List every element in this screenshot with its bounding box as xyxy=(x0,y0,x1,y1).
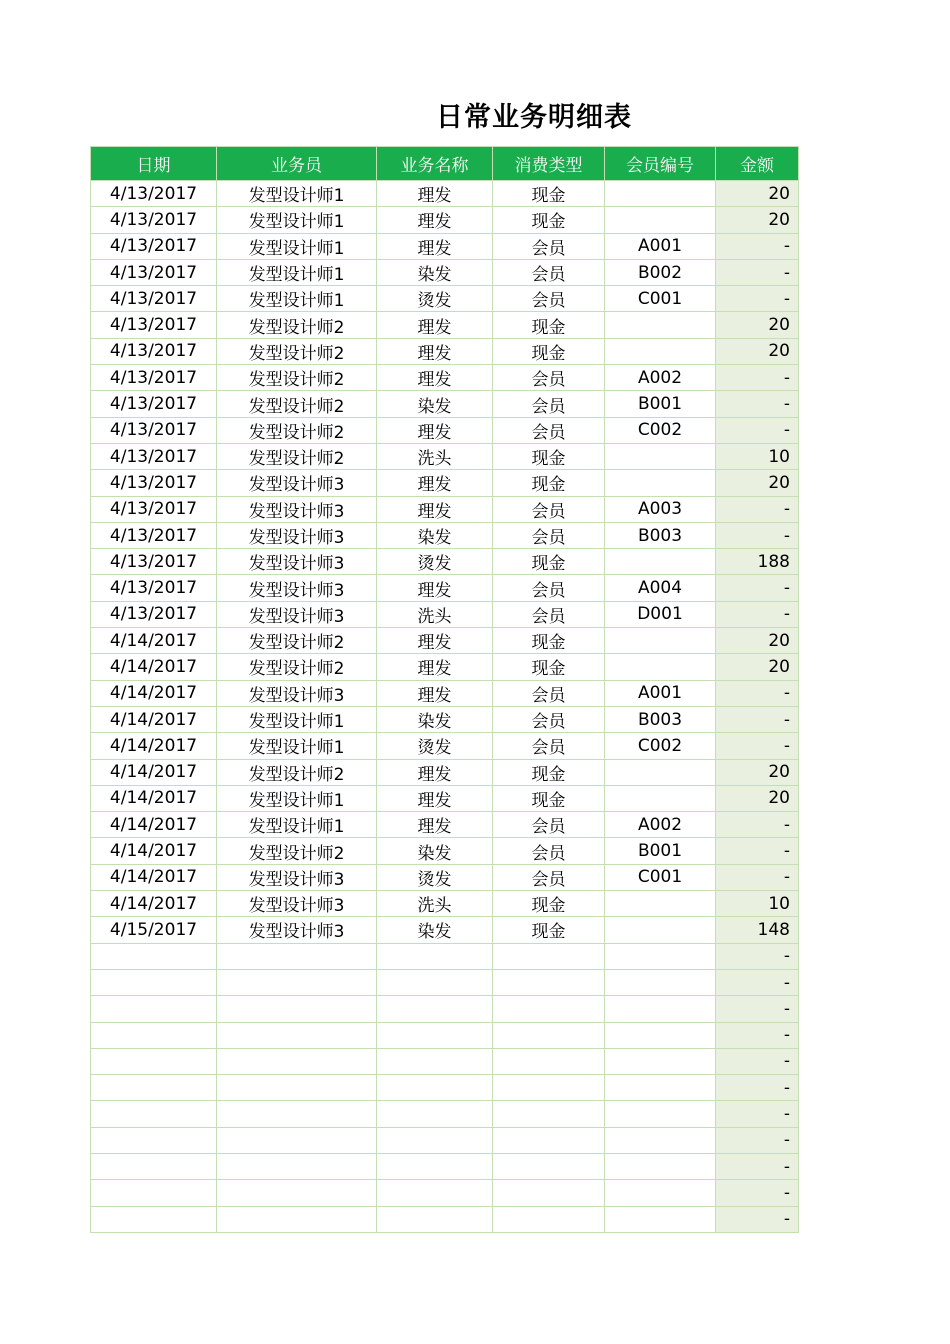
cell-date[interactable]: 4/14/2017 xyxy=(91,838,217,864)
cell-amount[interactable]: - xyxy=(716,996,799,1022)
table-row xyxy=(91,706,799,732)
cell-date[interactable]: 4/13/2017 xyxy=(91,391,217,417)
cell-amount[interactable]: - xyxy=(716,706,799,732)
cell-payment-type[interactable]: 会员 xyxy=(493,575,605,601)
table-row xyxy=(91,181,799,207)
cell-payment-type[interactable] xyxy=(493,969,605,995)
table-row xyxy=(91,996,799,1022)
cell-member-id[interactable]: B003 xyxy=(605,706,716,732)
cell-amount[interactable]: - xyxy=(716,1075,799,1101)
cell-amount[interactable]: - xyxy=(716,680,799,706)
cell-staff[interactable]: 发型设计师1 xyxy=(217,286,377,312)
table-row xyxy=(91,470,799,496)
cell-payment-type[interactable] xyxy=(493,1153,605,1179)
header-payment-type: 消费类型 xyxy=(493,147,605,181)
cell-amount[interactable]: - xyxy=(716,259,799,285)
table-row xyxy=(91,864,799,890)
cell-amount[interactable]: - xyxy=(716,1153,799,1179)
cell-staff[interactable]: 发型设计师1 xyxy=(217,259,377,285)
cell-staff[interactable]: 发型设计师2 xyxy=(217,759,377,785)
cell-service[interactable] xyxy=(377,1206,493,1232)
cell-staff[interactable]: 发型设计师1 xyxy=(217,785,377,811)
cell-service[interactable] xyxy=(377,1127,493,1153)
cell-payment-type[interactable]: 会员 xyxy=(493,365,605,391)
cell-date[interactable]: 4/13/2017 xyxy=(91,575,217,601)
cell-staff[interactable]: 发型设计师2 xyxy=(217,391,377,417)
cell-member-id[interactable]: B002 xyxy=(605,259,716,285)
cell-payment-type[interactable]: 会员 xyxy=(493,286,605,312)
cell-member-id[interactable] xyxy=(605,891,716,917)
cell-payment-type[interactable]: 现金 xyxy=(493,207,605,233)
table-body xyxy=(91,181,799,1233)
table-row xyxy=(91,917,799,943)
cell-payment-type[interactable]: 会员 xyxy=(493,706,605,732)
cell-amount[interactable]: - xyxy=(716,969,799,995)
cell-service[interactable] xyxy=(377,996,493,1022)
cell-service[interactable]: 染发 xyxy=(377,259,493,285)
cell-member-id[interactable]: B001 xyxy=(605,391,716,417)
cell-amount[interactable]: - xyxy=(716,286,799,312)
header-service: 业务名称 xyxy=(377,147,493,181)
cell-service[interactable]: 烫发 xyxy=(377,549,493,575)
header-staff: 业务员 xyxy=(217,147,377,181)
table-row xyxy=(91,1206,799,1232)
table-row xyxy=(91,628,799,654)
cell-amount[interactable]: 10 xyxy=(716,443,799,469)
header-date: 日期 xyxy=(91,147,217,181)
cell-amount[interactable]: 20 xyxy=(716,628,799,654)
table-row xyxy=(91,838,799,864)
cell-date[interactable]: 4/13/2017 xyxy=(91,365,217,391)
table-row xyxy=(91,1022,799,1048)
cell-payment-type[interactable]: 会员 xyxy=(493,680,605,706)
cell-amount[interactable]: 20 xyxy=(716,470,799,496)
cell-amount[interactable]: 20 xyxy=(716,785,799,811)
table-row xyxy=(91,496,799,522)
cell-amount[interactable]: - xyxy=(716,233,799,259)
cell-member-id[interactable]: A001 xyxy=(605,680,716,706)
cell-member-id[interactable]: C001 xyxy=(605,864,716,890)
cell-staff[interactable]: 发型设计师2 xyxy=(217,654,377,680)
table-row xyxy=(91,312,799,338)
cell-payment-type[interactable] xyxy=(493,943,605,969)
cell-member-id[interactable]: B003 xyxy=(605,522,716,548)
cell-staff[interactable]: 发型设计师2 xyxy=(217,417,377,443)
cell-member-id[interactable] xyxy=(605,470,716,496)
cell-payment-type[interactable]: 现金 xyxy=(493,891,605,917)
cell-member-id[interactable]: C002 xyxy=(605,733,716,759)
cell-staff[interactable]: 发型设计师3 xyxy=(217,470,377,496)
cell-payment-type[interactable] xyxy=(493,1206,605,1232)
cell-amount[interactable]: 20 xyxy=(716,207,799,233)
cell-amount[interactable]: - xyxy=(716,1048,799,1074)
cell-service[interactable]: 理发 xyxy=(377,680,493,706)
cell-date[interactable]: 4/14/2017 xyxy=(91,706,217,732)
cell-payment-type[interactable]: 会员 xyxy=(493,417,605,443)
cell-date[interactable]: 4/14/2017 xyxy=(91,891,217,917)
table-row xyxy=(91,1180,799,1206)
cell-staff[interactable]: 发型设计师1 xyxy=(217,181,377,207)
table-row xyxy=(91,1153,799,1179)
cell-payment-type[interactable] xyxy=(493,1075,605,1101)
cell-staff[interactable] xyxy=(217,1075,377,1101)
cell-staff[interactable] xyxy=(217,1048,377,1074)
cell-date[interactable]: 4/13/2017 xyxy=(91,181,217,207)
cell-member-id[interactable]: C001 xyxy=(605,286,716,312)
cell-service[interactable]: 理发 xyxy=(377,628,493,654)
cell-staff[interactable]: 发型设计师3 xyxy=(217,864,377,890)
cell-service[interactable]: 烫发 xyxy=(377,864,493,890)
cell-date[interactable]: 4/14/2017 xyxy=(91,628,217,654)
cell-amount[interactable]: 148 xyxy=(716,917,799,943)
cell-payment-type[interactable]: 现金 xyxy=(493,654,605,680)
table-row xyxy=(91,338,799,364)
cell-member-id[interactable] xyxy=(605,654,716,680)
cell-amount[interactable]: - xyxy=(716,496,799,522)
cell-date[interactable]: 4/13/2017 xyxy=(91,417,217,443)
table-row xyxy=(91,759,799,785)
cell-date[interactable]: 4/13/2017 xyxy=(91,312,217,338)
cell-staff[interactable]: 发型设计师1 xyxy=(217,706,377,732)
table-row xyxy=(91,575,799,601)
cell-amount[interactable]: - xyxy=(716,601,799,627)
cell-date[interactable]: 4/13/2017 xyxy=(91,549,217,575)
cell-date[interactable]: 4/13/2017 xyxy=(91,286,217,312)
cell-member-id[interactable]: A001 xyxy=(605,233,716,259)
cell-amount[interactable]: - xyxy=(716,417,799,443)
cell-staff[interactable]: 发型设计师3 xyxy=(217,575,377,601)
cell-member-id[interactable] xyxy=(605,943,716,969)
cell-service[interactable]: 理发 xyxy=(377,365,493,391)
cell-payment-type[interactable]: 现金 xyxy=(493,917,605,943)
cell-staff[interactable]: 发型设计师2 xyxy=(217,312,377,338)
cell-payment-type[interactable] xyxy=(493,1101,605,1127)
cell-date[interactable]: 4/13/2017 xyxy=(91,443,217,469)
cell-payment-type[interactable]: 会员 xyxy=(493,391,605,417)
table-row xyxy=(91,654,799,680)
cell-staff[interactable] xyxy=(217,1127,377,1153)
cell-date[interactable]: 4/13/2017 xyxy=(91,522,217,548)
cell-date[interactable]: 4/14/2017 xyxy=(91,733,217,759)
cell-staff[interactable]: 发型设计师1 xyxy=(217,733,377,759)
cell-amount[interactable]: - xyxy=(716,1101,799,1127)
cell-date[interactable]: 4/13/2017 xyxy=(91,496,217,522)
cell-date[interactable] xyxy=(91,943,217,969)
cell-member-id[interactable] xyxy=(605,1022,716,1048)
cell-amount[interactable]: 20 xyxy=(716,654,799,680)
cell-service[interactable] xyxy=(377,1022,493,1048)
cell-staff[interactable] xyxy=(217,1206,377,1232)
cell-member-id[interactable]: A002 xyxy=(605,812,716,838)
cell-amount[interactable]: - xyxy=(716,575,799,601)
table-row xyxy=(91,417,799,443)
cell-service[interactable]: 染发 xyxy=(377,917,493,943)
cell-staff[interactable]: 发型设计师3 xyxy=(217,549,377,575)
table-row xyxy=(91,812,799,838)
table-row xyxy=(91,207,799,233)
table-row xyxy=(91,733,799,759)
cell-service[interactable]: 理发 xyxy=(377,759,493,785)
cell-service[interactable]: 理发 xyxy=(377,496,493,522)
cell-service[interactable] xyxy=(377,969,493,995)
cell-payment-type[interactable]: 会员 xyxy=(493,733,605,759)
table-row xyxy=(91,680,799,706)
cell-date[interactable]: 4/14/2017 xyxy=(91,654,217,680)
table-row xyxy=(91,1075,799,1101)
cell-member-id[interactable] xyxy=(605,312,716,338)
cell-member-id[interactable] xyxy=(605,338,716,364)
cell-service[interactable]: 理发 xyxy=(377,654,493,680)
table-row xyxy=(91,443,799,469)
cell-amount[interactable]: 188 xyxy=(716,549,799,575)
cell-member-id[interactable] xyxy=(605,1206,716,1232)
cell-amount[interactable]: 20 xyxy=(716,181,799,207)
cell-staff[interactable]: 发型设计师2 xyxy=(217,365,377,391)
cell-date[interactable]: 4/14/2017 xyxy=(91,812,217,838)
cell-service[interactable]: 染发 xyxy=(377,522,493,548)
cell-service[interactable]: 洗头 xyxy=(377,443,493,469)
table-row xyxy=(91,1127,799,1153)
cell-payment-type[interactable]: 会员 xyxy=(493,838,605,864)
cell-payment-type[interactable]: 会员 xyxy=(493,812,605,838)
cell-staff[interactable]: 发型设计师1 xyxy=(217,207,377,233)
cell-member-id[interactable] xyxy=(605,759,716,785)
cell-date[interactable]: 4/13/2017 xyxy=(91,470,217,496)
cell-member-id[interactable]: A002 xyxy=(605,365,716,391)
cell-member-id[interactable] xyxy=(605,1101,716,1127)
cell-date[interactable]: 4/14/2017 xyxy=(91,785,217,811)
cell-date[interactable]: 4/13/2017 xyxy=(91,259,217,285)
cell-staff[interactable]: 发型设计师1 xyxy=(217,233,377,259)
cell-amount[interactable]: - xyxy=(716,522,799,548)
cell-amount[interactable]: - xyxy=(716,943,799,969)
cell-member-id[interactable]: A004 xyxy=(605,575,716,601)
cell-member-id[interactable] xyxy=(605,1075,716,1101)
cell-date[interactable]: 4/13/2017 xyxy=(91,601,217,627)
cell-amount[interactable]: - xyxy=(716,365,799,391)
cell-date[interactable] xyxy=(91,1022,217,1048)
cell-amount[interactable]: - xyxy=(716,812,799,838)
cell-payment-type[interactable]: 现金 xyxy=(493,759,605,785)
cell-staff[interactable] xyxy=(217,1180,377,1206)
cell-payment-type[interactable]: 现金 xyxy=(493,312,605,338)
cell-member-id[interactable] xyxy=(605,549,716,575)
cell-payment-type[interactable] xyxy=(493,996,605,1022)
cell-amount[interactable]: - xyxy=(716,391,799,417)
cell-staff[interactable]: 发型设计师3 xyxy=(217,891,377,917)
cell-payment-type[interactable]: 现金 xyxy=(493,785,605,811)
cell-date[interactable] xyxy=(91,1153,217,1179)
cell-member-id[interactable] xyxy=(605,996,716,1022)
cell-service[interactable]: 理发 xyxy=(377,233,493,259)
cell-service[interactable]: 理发 xyxy=(377,785,493,811)
cell-service[interactable] xyxy=(377,1180,493,1206)
cell-amount[interactable]: - xyxy=(716,1127,799,1153)
cell-date[interactable] xyxy=(91,1048,217,1074)
table-row xyxy=(91,549,799,575)
cell-member-id[interactable] xyxy=(605,181,716,207)
cell-member-id[interactable] xyxy=(605,785,716,811)
cell-date[interactable]: 4/13/2017 xyxy=(91,207,217,233)
cell-member-id[interactable] xyxy=(605,1180,716,1206)
table-row xyxy=(91,233,799,259)
cell-payment-type[interactable] xyxy=(493,1127,605,1153)
cell-date[interactable]: 4/14/2017 xyxy=(91,864,217,890)
cell-date[interactable] xyxy=(91,1180,217,1206)
cell-payment-type[interactable]: 会员 xyxy=(493,496,605,522)
cell-member-id[interactable] xyxy=(605,1048,716,1074)
cell-service[interactable] xyxy=(377,1153,493,1179)
cell-service[interactable]: 洗头 xyxy=(377,601,493,627)
cell-staff[interactable]: 发型设计师3 xyxy=(217,917,377,943)
cell-member-id[interactable] xyxy=(605,207,716,233)
cell-member-id[interactable] xyxy=(605,628,716,654)
cell-service[interactable]: 理发 xyxy=(377,338,493,364)
cell-staff[interactable]: 发型设计师3 xyxy=(217,496,377,522)
cell-payment-type[interactable]: 现金 xyxy=(493,181,605,207)
table-row xyxy=(91,365,799,391)
cell-service[interactable]: 理发 xyxy=(377,812,493,838)
cell-service[interactable]: 理发 xyxy=(377,181,493,207)
cell-service[interactable]: 理发 xyxy=(377,575,493,601)
cell-payment-type[interactable]: 会员 xyxy=(493,601,605,627)
cell-date[interactable] xyxy=(91,1075,217,1101)
table-row xyxy=(91,1101,799,1127)
cell-staff[interactable]: 发型设计师2 xyxy=(217,628,377,654)
cell-date[interactable]: 4/15/2017 xyxy=(91,917,217,943)
cell-payment-type[interactable] xyxy=(493,1022,605,1048)
cell-staff[interactable] xyxy=(217,969,377,995)
cell-staff[interactable]: 发型设计师3 xyxy=(217,601,377,627)
cell-date[interactable]: 4/13/2017 xyxy=(91,233,217,259)
cell-member-id[interactable]: D001 xyxy=(605,601,716,627)
table-row xyxy=(91,259,799,285)
cell-staff[interactable] xyxy=(217,1153,377,1179)
cell-amount[interactable]: 10 xyxy=(716,891,799,917)
detail-table xyxy=(90,146,799,1233)
cell-date[interactable] xyxy=(91,969,217,995)
cell-service[interactable]: 理发 xyxy=(377,470,493,496)
table-row xyxy=(91,891,799,917)
cell-member-id[interactable]: C002 xyxy=(605,417,716,443)
cell-service[interactable]: 理发 xyxy=(377,207,493,233)
cell-payment-type[interactable]: 现金 xyxy=(493,628,605,654)
cell-payment-type[interactable]: 会员 xyxy=(493,259,605,285)
cell-amount[interactable]: - xyxy=(716,1206,799,1232)
cell-amount[interactable]: - xyxy=(716,1180,799,1206)
cell-service[interactable] xyxy=(377,1048,493,1074)
cell-payment-type[interactable]: 现金 xyxy=(493,338,605,364)
table-header xyxy=(91,147,799,181)
cell-member-id[interactable]: B001 xyxy=(605,838,716,864)
cell-date[interactable]: 4/14/2017 xyxy=(91,759,217,785)
cell-staff[interactable]: 发型设计师1 xyxy=(217,812,377,838)
table-row xyxy=(91,391,799,417)
table-row xyxy=(91,943,799,969)
cell-amount[interactable]: 20 xyxy=(716,759,799,785)
cell-service[interactable]: 烫发 xyxy=(377,733,493,759)
cell-staff[interactable] xyxy=(217,996,377,1022)
cell-staff[interactable] xyxy=(217,943,377,969)
cell-date[interactable] xyxy=(91,1127,217,1153)
cell-amount[interactable]: 20 xyxy=(716,312,799,338)
table-row xyxy=(91,286,799,312)
cell-member-id[interactable] xyxy=(605,1153,716,1179)
cell-staff[interactable]: 发型设计师3 xyxy=(217,522,377,548)
header-row xyxy=(91,147,799,181)
table-row xyxy=(91,969,799,995)
cell-amount[interactable]: 20 xyxy=(716,338,799,364)
cell-date[interactable]: 4/14/2017 xyxy=(91,680,217,706)
cell-member-id[interactable] xyxy=(605,917,716,943)
cell-service[interactable]: 洗头 xyxy=(377,891,493,917)
cell-member-id[interactable] xyxy=(605,443,716,469)
cell-payment-type[interactable] xyxy=(493,1180,605,1206)
cell-date[interactable] xyxy=(91,996,217,1022)
cell-amount[interactable]: - xyxy=(716,838,799,864)
sheet-title: 日常业务明细表 xyxy=(436,102,632,133)
table-row xyxy=(91,785,799,811)
header-member-id: 会员编号 xyxy=(605,147,716,181)
cell-payment-type[interactable]: 会员 xyxy=(493,864,605,890)
cell-staff[interactable]: 发型设计师3 xyxy=(217,680,377,706)
cell-staff[interactable]: 发型设计师2 xyxy=(217,838,377,864)
cell-staff[interactable]: 发型设计师2 xyxy=(217,443,377,469)
cell-payment-type[interactable] xyxy=(493,1048,605,1074)
header-amount: 金额 xyxy=(716,147,799,181)
cell-payment-type[interactable]: 会员 xyxy=(493,233,605,259)
cell-service[interactable]: 理发 xyxy=(377,417,493,443)
cell-amount[interactable]: - xyxy=(716,733,799,759)
cell-service[interactable]: 烫发 xyxy=(377,286,493,312)
cell-date[interactable]: 4/13/2017 xyxy=(91,338,217,364)
table-row xyxy=(91,601,799,627)
cell-service[interactable] xyxy=(377,1101,493,1127)
table-row xyxy=(91,1048,799,1074)
cell-payment-type[interactable]: 现金 xyxy=(493,549,605,575)
cell-service[interactable]: 理发 xyxy=(377,312,493,338)
cell-member-id[interactable]: A003 xyxy=(605,496,716,522)
table-row xyxy=(91,522,799,548)
cell-date[interactable] xyxy=(91,1101,217,1127)
cell-staff[interactable]: 发型设计师2 xyxy=(217,338,377,364)
cell-amount[interactable]: - xyxy=(716,1022,799,1048)
cell-payment-type[interactable]: 现金 xyxy=(493,470,605,496)
cell-staff[interactable] xyxy=(217,1101,377,1127)
cell-service[interactable] xyxy=(377,943,493,969)
cell-service[interactable] xyxy=(377,1075,493,1101)
cell-member-id[interactable] xyxy=(605,969,716,995)
cell-date[interactable] xyxy=(91,1206,217,1232)
cell-service[interactable]: 染发 xyxy=(377,838,493,864)
cell-service[interactable]: 染发 xyxy=(377,706,493,732)
cell-staff[interactable] xyxy=(217,1022,377,1048)
cell-payment-type[interactable]: 会员 xyxy=(493,522,605,548)
cell-amount[interactable]: - xyxy=(716,864,799,890)
cell-payment-type[interactable]: 现金 xyxy=(493,443,605,469)
cell-service[interactable]: 染发 xyxy=(377,391,493,417)
cell-member-id[interactable] xyxy=(605,1127,716,1153)
